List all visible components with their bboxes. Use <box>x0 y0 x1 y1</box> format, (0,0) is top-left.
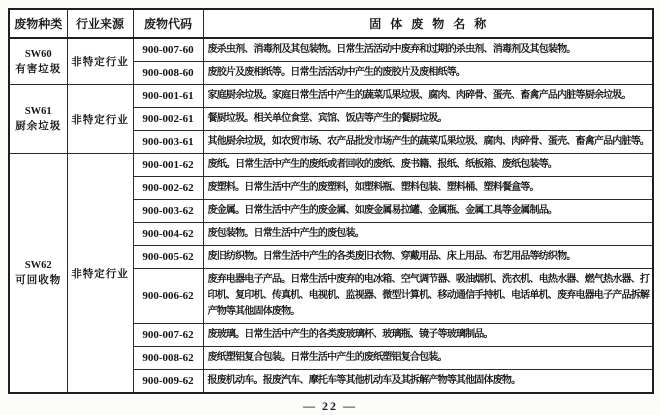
waste-name-cell: 废杀虫剂、消毒剂及其包装物。日常生活活动中废弃和过期的杀虫剂、消毒剂及其包装物。 <box>203 38 653 62</box>
waste-category-cell <box>9 38 67 85</box>
waste-code-cell: 900-007-60 <box>133 38 203 62</box>
waste-name-cell: 其他厨余垃圾，如农贸市场、农产品批发市场产生的蔬菜瓜果垃圾、腐肉、肉碎骨、蛋壳、畜禽产品内脏等。 <box>203 131 653 154</box>
waste-classification-table <box>8 8 654 394</box>
waste-code-cell: 900-003-62 <box>133 200 203 223</box>
waste-name-cell: 废弃电器电子产品。日常生活中废弃的电冰箱、空气调节器、吸油烟机、洗衣机、电热水器、燃气热水器、打印机、复印机、传真机、电视机、监视器、微型计算机、移动通信手持机、电话单机、废弃电器电子产品拆解产物等其他固体废物。 <box>203 269 653 324</box>
waste-code-cell: 900-005-62 <box>133 246 203 269</box>
column-header-waste-category: 废物种类 <box>9 9 67 38</box>
waste-code-cell: 900-002-62 <box>133 177 203 200</box>
waste-name-cell: 餐厨垃圾。相关单位食堂、宾馆、饭店等产生的餐厨垃圾。 <box>203 108 653 131</box>
waste-name-cell: 废塑料。日常生活中产生的废塑料，如塑料瓶、塑料包装、塑料桶、塑料餐盒等。 <box>203 177 653 200</box>
category-label: 可回收物 <box>15 275 62 286</box>
industry-source-cell: 非特定行业 <box>67 38 133 85</box>
waste-code-cell: 900-003-61 <box>133 131 203 154</box>
table-row <box>9 38 653 62</box>
table-row <box>9 154 653 177</box>
waste-category-cell <box>9 85 67 154</box>
column-header-waste-code: 废物代码 <box>133 9 203 38</box>
page-number: — 22 — <box>303 399 357 413</box>
waste-name-cell: 废旧纺织物。日常生活中产生的各类废旧衣物、穿戴用品、床上用品、布艺用品等纺织物。 <box>203 246 653 269</box>
waste-code-cell: 900-001-62 <box>133 154 203 177</box>
waste-code-cell: 900-007-62 <box>133 324 203 347</box>
waste-name-cell: 废纸塑铝复合包装。日常生活中产生的废纸塑铝复合包装。 <box>203 347 653 370</box>
waste-name-cell: 废玻璃。日常生活中产生的各类废玻璃杯、玻璃瓶、镜子等玻璃制品。 <box>203 324 653 347</box>
category-label: 厨余垃圾 <box>15 121 62 132</box>
category-code: SW60 <box>24 48 52 60</box>
category-label: 有害垃圾 <box>15 63 62 75</box>
waste-code-cell: 900-004-62 <box>133 223 203 246</box>
waste-code-cell: 900-008-62 <box>133 347 203 370</box>
waste-category-cell <box>9 154 67 394</box>
waste-code-cell: 900-002-61 <box>133 108 203 131</box>
waste-name-cell: 废胶片及废相纸等。日常生活活动中产生的废胶片及废相纸等。 <box>203 62 653 85</box>
waste-name-cell: 废纸。日常生活中产生的废纸或者回收的废纸、废书籍、报纸、纸板箱、废纸包装等。 <box>203 154 653 177</box>
waste-code-cell: 900-001-61 <box>133 85 203 108</box>
waste-code-cell: 900-008-60 <box>133 62 203 85</box>
waste-name-cell: 废金属。日常生活中产生的废金属、如废金属易拉罐、金属瓶、金属工具等金属制品。 <box>203 200 653 223</box>
header-row <box>9 9 653 38</box>
table-row <box>9 85 653 108</box>
column-header-waste-name: 固体废物名称 <box>203 9 653 38</box>
category-code: SW61 <box>24 106 52 117</box>
waste-code-cell: 900-009-62 <box>133 370 203 394</box>
waste-code-cell: 900-006-62 <box>133 269 203 324</box>
industry-source-cell: 非特定行业 <box>67 85 133 154</box>
industry-source-cell: 非特定行业 <box>67 154 133 394</box>
column-header-industry-source: 行业来源 <box>67 9 133 38</box>
waste-name-cell: 报废机动车。报废汽车、摩托车等其他机动车及其拆解产物等其他固体废物。 <box>203 370 653 394</box>
category-code: SW62 <box>24 260 52 271</box>
waste-name-cell: 废包装物。日常生活中产生的废包装。 <box>203 223 653 246</box>
waste-name-cell: 家庭厨余垃圾。家庭日常生活中产生的蔬菜瓜果垃圾、腐肉、肉碎骨、蛋壳、畜禽产品内脏等厨余垃圾。 <box>203 85 653 108</box>
